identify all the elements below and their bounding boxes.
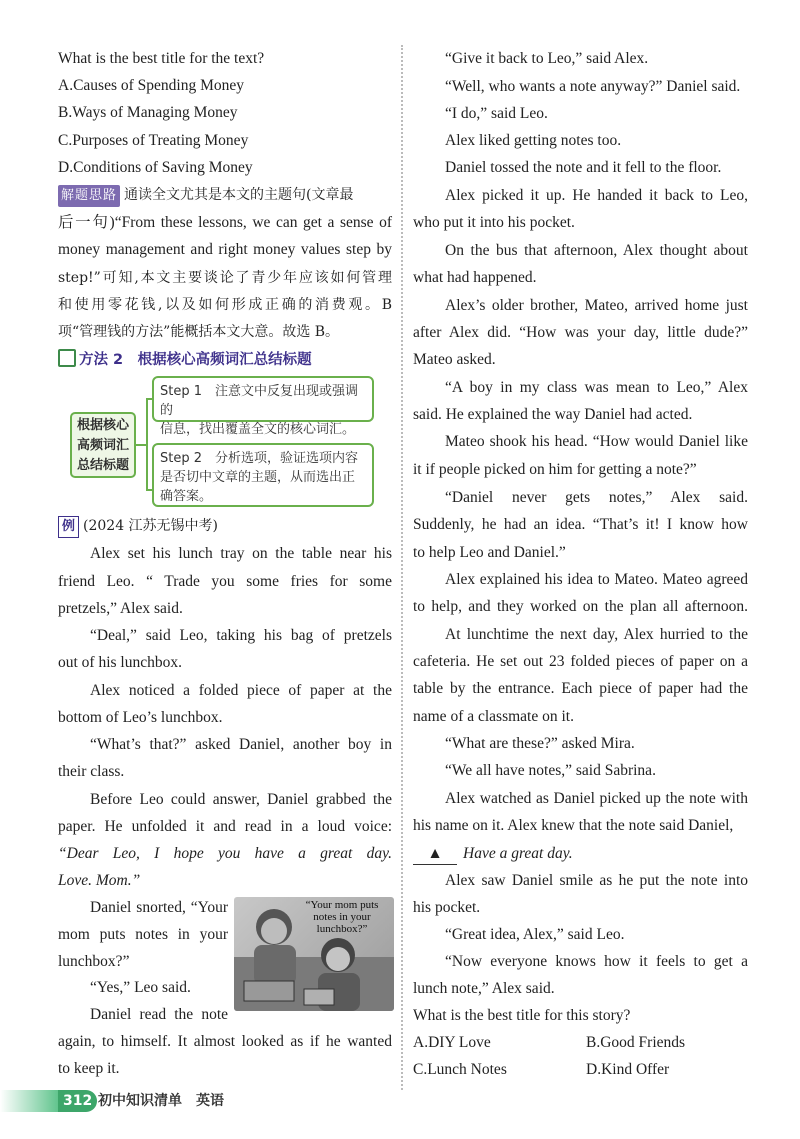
q2-option-c: C.Lunch Notes: [413, 1061, 507, 1078]
story-line: “Give it back to Leo,” said Alex.: [445, 50, 649, 67]
blank-line: ▲ Have a great day.: [413, 844, 573, 865]
q1-option-d: D.Conditions of Saving Money: [58, 159, 253, 176]
story-line: Alex noticed a folded piece of paper at the: [90, 682, 392, 699]
footer-bar: [0, 1090, 60, 1112]
example-tag: 例: [58, 516, 79, 538]
page-number: 312: [58, 1090, 97, 1112]
example-heading: 例 (2024 江苏无锡中考): [58, 516, 218, 538]
q2-option-d: D.Kind Offer: [586, 1061, 670, 1078]
story-line: their class.: [58, 763, 125, 780]
mindmap-step-1: Step 1 注意文中反复出现或强调的 信息，找出覆盖全文的核心词汇。: [152, 376, 374, 422]
story-line: his name on it. Alex knew that the note said Daniel,: [413, 817, 734, 834]
story-line: mom puts notes in your: [58, 926, 228, 943]
story-line: paper. He unfolded it and read in a loud voice:: [58, 818, 392, 835]
story-line: “Well, who wants a note anyway?” Daniel said.: [445, 78, 741, 95]
column-divider: [401, 45, 403, 1090]
q2-question: What is the best title for this story?: [413, 1007, 631, 1024]
story-line: who put it into his pocket.: [413, 214, 575, 231]
story-line: after Alex did. “How was your day, little dude?”: [413, 324, 748, 341]
story-line: out of his lunchbox.: [58, 654, 182, 671]
method-icon: [58, 349, 76, 367]
story-line: bottom of Leo’s lunchbox.: [58, 709, 223, 726]
story-line: lunch note,” Alex said.: [413, 980, 555, 997]
story-line: Mateo asked.: [413, 351, 496, 368]
story-line: pretzels,” Alex said.: [58, 600, 183, 617]
analysis-line-2: 后一句)“From these lessons, we can get a sense of: [58, 214, 392, 231]
answer-blank: ▲: [413, 844, 457, 865]
story-line: “I do,” said Leo.: [445, 105, 548, 122]
story-line: Alex saw Daniel smile as he put the note into: [445, 872, 748, 889]
analysis-line-3: money management and right money values step by: [58, 241, 392, 258]
mindmap-connector-vertical: [146, 398, 148, 490]
story-line: to help, and they worked on the plan all afternoon.: [413, 598, 748, 615]
mindmap-step-2: Step 2 分析选项，验证选项内容 是否切中文章的主题，从而选出正 确答案。: [152, 443, 374, 507]
story-line: “We all have notes,” said Sabrina.: [445, 762, 656, 779]
story-line: to keep it.: [58, 1060, 120, 1077]
story-line: “Yes,” Leo said.: [90, 979, 191, 996]
story-line: Daniel read the note: [90, 1006, 228, 1023]
story-line: table by the entrance. Each piece of paper had the: [413, 680, 748, 697]
story-line: name of a classmate on it.: [413, 708, 574, 725]
story-line: Alex picked it up. He handed it back to Leo,: [445, 187, 748, 204]
story-line: “Deal,” said Leo, taking his bag of pretzels: [90, 627, 392, 644]
page-footer: [0, 1090, 270, 1112]
book-title: 初中知识清单 英语: [98, 1093, 224, 1109]
mindmap-connector: [136, 444, 146, 446]
story-line: Mateo shook his head. “How would Daniel like: [445, 433, 748, 450]
story-line: friend Leo. “ Trade you some fries for some: [58, 573, 392, 590]
story-line: said. He explained the way Daniel had acted.: [413, 406, 693, 423]
q2-option-a: A.DIY Love: [413, 1034, 491, 1051]
story-illustration: [234, 897, 394, 1011]
story-line: it if people picked on him for getting a note?”: [413, 461, 697, 478]
story-line: Alex explained his idea to Mateo. Mateo agreed: [445, 571, 748, 588]
analysis-tag: 解题思路: [58, 185, 120, 207]
story-line: lunchbox?”: [58, 953, 130, 970]
analysis-line-5: 和使用零花钱,以及如何形成正确的消费观。B: [58, 297, 392, 313]
story-line: “Dear Leo, I hope you have a great day.: [58, 845, 392, 862]
story-line: “A boy in my class was mean to Leo,” Alex: [445, 379, 748, 396]
story-line: his pocket.: [413, 899, 481, 916]
analysis-line-1: 解题思路 通读全文尤其是本文的主题句(文章最: [58, 185, 392, 207]
story-line: Love. Mom.”: [58, 872, 141, 889]
story-line: “Now everyone knows how it feels to get a: [445, 953, 748, 970]
story-line: “What are these?” asked Mira.: [445, 735, 635, 752]
story-line: Alex’s older brother, Mateo, arrived home just: [445, 297, 748, 314]
mindmap-center: 根据核心 高频词汇 总结标题: [70, 412, 136, 478]
story-line: Before Leo could answer, Daniel grabbed the: [90, 791, 392, 808]
story-line: again, to himself. It almost looked as if he wanted: [58, 1033, 392, 1050]
q1-option-b: B.Ways of Managing Money: [58, 104, 238, 121]
story-line: Daniel snorted, “Your: [90, 899, 228, 916]
story-line: On the bus that afternoon, Alex thought about: [445, 242, 748, 259]
story-line: to help Leo and Daniel.”: [413, 544, 566, 561]
story-line: Alex liked getting notes too.: [445, 132, 622, 149]
q1-option-c: C.Purposes of Treating Money: [58, 132, 249, 149]
method-heading: 方法 2 根据核心高频词汇总结标题: [58, 348, 312, 369]
story-line: “What’s that?” asked Daniel, another boy in: [90, 736, 392, 753]
q1-option-a: A.Causes of Spending Money: [58, 77, 244, 94]
story-line: At lunchtime the next day, Alex hurried to the: [445, 626, 748, 643]
analysis-line-6: 项“管理钱的方法”能概括本文大意。故选 B。: [58, 324, 340, 340]
story-line: what had happened.: [413, 269, 537, 286]
story-line: “Daniel never gets notes,” Alex said.: [445, 489, 748, 506]
story-line: Suddenly, he had an idea. “That’s it! I know how: [413, 516, 748, 533]
analysis-line-4: step!”可知,本文主要谈论了青少年应该如何管理: [58, 270, 392, 286]
q1-question: What is the best title for the text?: [58, 50, 265, 67]
story-line: Alex set his lunch tray on the table near his: [90, 545, 392, 562]
story-line: cafeteria. He set out 23 folded pieces of paper on a: [413, 653, 748, 670]
illustration-caption: “Your mom puts notes in your lunchbox?”: [305, 899, 379, 935]
story-line: Daniel tossed the note and it fell to the floor.: [445, 159, 722, 176]
q2-option-b: B.Good Friends: [586, 1034, 686, 1051]
story-line: “Great idea, Alex,” said Leo.: [445, 926, 625, 943]
story-line: Alex watched as Daniel picked up the note with: [445, 790, 748, 807]
